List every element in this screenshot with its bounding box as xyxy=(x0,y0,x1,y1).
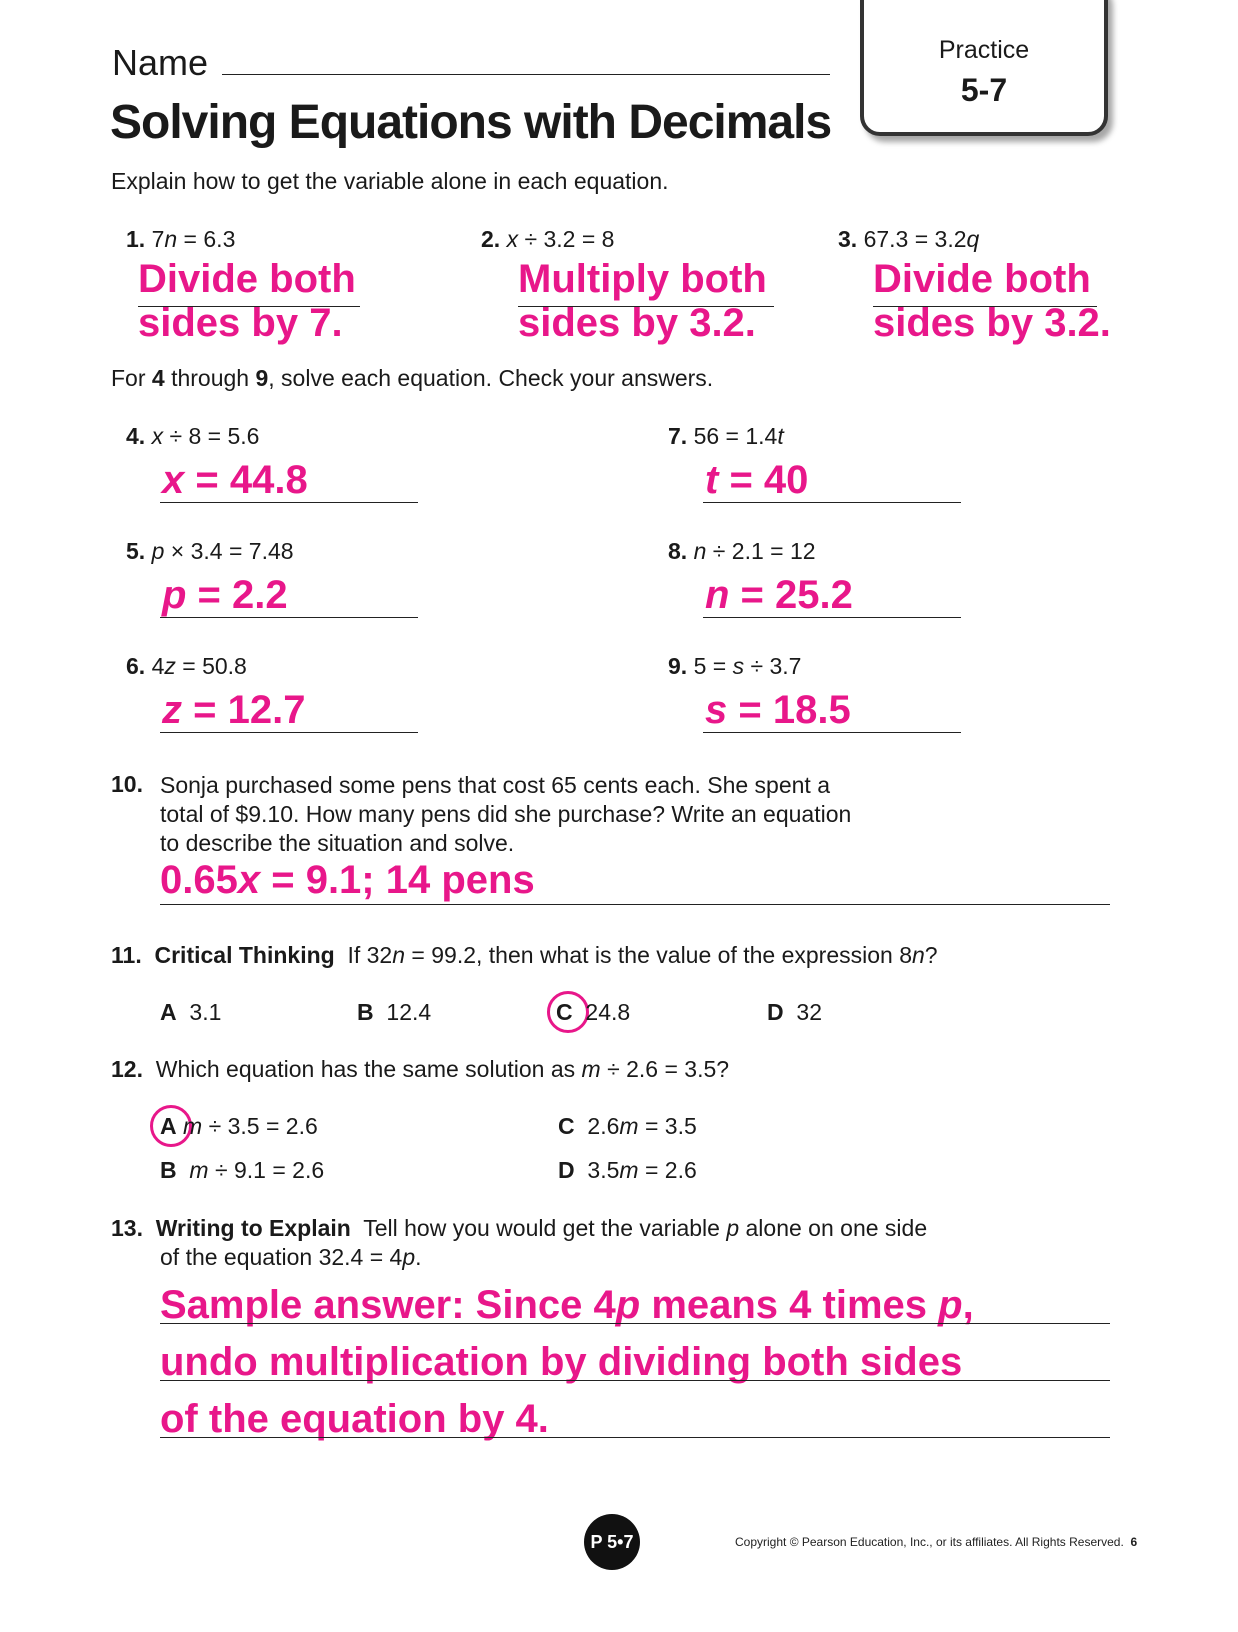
choice-value: = 2.6 xyxy=(638,1157,697,1183)
answer-8 xyxy=(705,573,853,618)
name-label: Name xyxy=(112,42,209,83)
equation-part: 56 = 1.4 xyxy=(693,423,778,449)
answer-part: = 25.2 xyxy=(729,573,853,617)
problem-2 xyxy=(481,226,614,253)
text-part: For xyxy=(111,365,152,391)
copyright xyxy=(735,1535,1137,1549)
choice-value: 3.1 xyxy=(189,999,222,1025)
q13-answer-line2: undo multiplication by dividing both sides xyxy=(160,1340,963,1384)
choice-value: 32 xyxy=(796,999,822,1025)
answer-7 xyxy=(705,458,808,503)
text-part: ? xyxy=(924,942,938,968)
answer-variable: p xyxy=(938,1283,963,1327)
answer-variable: s xyxy=(705,688,728,732)
variable: n xyxy=(912,942,925,968)
copyright-text: Copyright © Pearson Education, Inc., or its affiliates. All Rights Reserved. xyxy=(735,1535,1124,1549)
equation-variable: n xyxy=(164,226,178,252)
choice-variable: m xyxy=(183,1113,203,1139)
problem-number: 8. xyxy=(668,538,688,564)
choice-value: ÷ 9.1 = 2.6 xyxy=(208,1157,325,1183)
equation-part: × 3.4 = 7.48 xyxy=(164,538,294,564)
problem-1 xyxy=(126,226,235,253)
answer-2-line1: Multiply both xyxy=(518,257,767,301)
answer-part: = 44.8 xyxy=(184,458,308,502)
page-badge: P 5•7 xyxy=(584,1514,640,1570)
answer-line xyxy=(160,502,418,503)
equation-part: 4 xyxy=(151,653,165,679)
q10-text xyxy=(160,771,851,858)
q13-line-1 xyxy=(111,1214,927,1243)
text-part: ÷ 2.6 = 3.5? xyxy=(600,1056,730,1082)
text-part: through xyxy=(164,365,256,391)
answer-part: = 18.5 xyxy=(727,688,851,732)
text-part: of the equation 32.4 = 4 xyxy=(160,1244,403,1270)
problem-9 xyxy=(668,653,801,680)
q13-text xyxy=(111,1214,927,1272)
problem-number: 5. xyxy=(126,538,146,564)
text-part: , solve each equation. Check your answers. xyxy=(268,365,714,391)
answer-5 xyxy=(162,573,288,618)
problem-number: 9. xyxy=(668,653,688,679)
problem-number: 6. xyxy=(126,653,146,679)
q12-choice-d[interactable] xyxy=(558,1157,697,1184)
text-part: Which equation has the same solution as xyxy=(155,1056,582,1082)
choice-letter: A xyxy=(160,1113,177,1139)
variable: m xyxy=(581,1056,601,1082)
equation-part: ÷ 8 = 5.6 xyxy=(163,423,260,449)
answer-part: 0.65 xyxy=(160,858,238,902)
equation-variable: t xyxy=(777,423,784,449)
answer-line xyxy=(703,502,961,503)
answer-9 xyxy=(705,688,851,733)
equation-part: = 6.3 xyxy=(177,226,236,252)
choice-value: 12.4 xyxy=(386,999,432,1025)
answer-variable: n xyxy=(705,573,730,617)
problem-8 xyxy=(668,538,816,565)
answer-variable: t xyxy=(705,458,719,502)
choice-letter: D xyxy=(767,999,784,1025)
q11-choice-c[interactable] xyxy=(556,999,630,1026)
name-line[interactable] xyxy=(222,74,830,75)
answer-2-line2: sides by 3.2. xyxy=(518,301,756,345)
q12-choice-b[interactable] xyxy=(160,1157,324,1184)
choice-value: 24.8 xyxy=(585,999,631,1025)
answer-line xyxy=(160,1437,1110,1438)
answer-part: = 2.2 xyxy=(186,573,288,617)
question-number: 13. xyxy=(111,1215,143,1241)
text-part: 4 xyxy=(151,365,165,391)
equation-part: ÷ 3.7 xyxy=(744,653,802,679)
question-heading: Writing to Explain xyxy=(155,1215,351,1241)
practice-box xyxy=(860,0,1108,136)
equation-part: 7 xyxy=(151,226,165,252)
choice-value: 2.6 xyxy=(587,1113,620,1139)
choice-letter: B xyxy=(357,999,374,1025)
q13-answer-line1 xyxy=(160,1283,974,1328)
page-number: 6 xyxy=(1130,1535,1138,1549)
problem-number: 2. xyxy=(481,226,501,252)
choice-letter: C xyxy=(556,999,573,1025)
text-part: alone on one side xyxy=(739,1215,928,1241)
q10-line: to describe the situation and solve. xyxy=(160,830,515,856)
text-part: Tell how you would get the variable xyxy=(363,1215,727,1241)
instructions-2 xyxy=(111,365,713,392)
q12-choice-a[interactable] xyxy=(160,1113,318,1140)
instructions-1: Explain how to get the variable alone in each equation. xyxy=(111,168,669,194)
answer-line xyxy=(160,1323,1110,1324)
equation-part: = 50.8 xyxy=(175,653,247,679)
answer-line xyxy=(160,904,1110,905)
answer-part: means 4 times xyxy=(640,1283,939,1327)
q12-choice-c[interactable] xyxy=(558,1113,697,1140)
answer-line xyxy=(160,1380,1110,1381)
page-title: Solving Equations with Decimals xyxy=(110,96,832,149)
answer-4 xyxy=(162,458,308,503)
choice-letter: B xyxy=(160,1157,177,1183)
problem-number: 1. xyxy=(126,226,146,252)
q11-text xyxy=(111,942,938,969)
equation-part: ÷ 2.1 = 12 xyxy=(706,538,816,564)
q10-number: 10. xyxy=(111,771,143,797)
answer-3-line1: Divide both xyxy=(873,257,1091,301)
equation-variable: q xyxy=(966,226,980,252)
problem-number: 7. xyxy=(668,423,688,449)
answer-variable: z xyxy=(162,688,182,732)
equation-variable: z xyxy=(164,653,176,679)
q10-line: Sonja purchased some pens that cost 65 cents each. She spent a xyxy=(160,772,830,798)
question-number: 12. xyxy=(111,1056,143,1082)
choice-variable: m xyxy=(189,1157,209,1183)
text-part: 9 xyxy=(255,365,269,391)
choice-variable: m xyxy=(619,1113,639,1139)
text-part: = 99.2, then what is the value of the expression 8 xyxy=(405,942,912,968)
choice-letter: A xyxy=(160,999,177,1025)
answer-line xyxy=(160,617,418,618)
problem-6 xyxy=(126,653,247,680)
equation-variable: x xyxy=(506,226,519,252)
answer-variable: p xyxy=(615,1283,641,1327)
answer-1-line2: sides by 7. xyxy=(138,301,343,345)
question-heading: Critical Thinking xyxy=(154,942,335,968)
answer-6 xyxy=(162,688,305,733)
q11-choice-b[interactable] xyxy=(357,999,431,1026)
answer-variable: p xyxy=(162,573,187,617)
answer-line xyxy=(703,732,961,733)
equation-variable: n xyxy=(693,538,707,564)
equation-part: 5 = xyxy=(693,653,733,679)
answer-part: Sample answer: Since 4 xyxy=(160,1283,616,1327)
practice-number: 5-7 xyxy=(960,72,1008,108)
answer-part: = 12.7 xyxy=(182,688,306,732)
equation-part: 67.3 = 3.2 xyxy=(863,226,967,252)
choice-value: ÷ 3.5 = 2.6 xyxy=(202,1113,318,1139)
answer-line xyxy=(160,732,418,733)
text-part: If 32 xyxy=(347,942,393,968)
choice-variable: m xyxy=(619,1157,639,1183)
q11-choice-d[interactable] xyxy=(767,999,822,1026)
answer-part: = 40 xyxy=(718,458,809,502)
problem-number: 4. xyxy=(126,423,146,449)
problem-number: 3. xyxy=(838,226,858,252)
answer-3-line2: sides by 3.2. xyxy=(873,301,1111,345)
problem-7 xyxy=(668,423,784,450)
answer-variable: x xyxy=(162,458,185,502)
answer-line xyxy=(703,617,961,618)
variable: p xyxy=(402,1244,416,1270)
choice-value: 3.5 xyxy=(587,1157,620,1183)
q13-answer-line3: of the equation by 4. xyxy=(160,1397,549,1441)
answer-part: = 9.1; 14 pens xyxy=(260,858,535,902)
variable: p xyxy=(726,1215,740,1241)
equation-part: ÷ 3.2 = 8 xyxy=(518,226,615,252)
q13-line-2 xyxy=(111,1243,927,1272)
practice-label: Practice xyxy=(938,36,1030,64)
question-number: 11. xyxy=(111,942,142,968)
choice-value: = 3.5 xyxy=(638,1113,697,1139)
text-part: . xyxy=(415,1244,422,1270)
equation-variable: p xyxy=(151,538,165,564)
problem-4 xyxy=(126,423,259,450)
problem-5 xyxy=(126,538,294,565)
q11-choice-a[interactable] xyxy=(160,999,221,1026)
q12-text xyxy=(111,1056,729,1083)
choice-letter: C xyxy=(558,1113,575,1139)
equation-variable: s xyxy=(732,653,745,679)
q10-answer xyxy=(160,858,535,903)
q10-line: total of $9.10. How many pens did she purchase? Write an equation xyxy=(160,801,852,827)
answer-1-line1: Divide both xyxy=(138,257,356,301)
answer-part: , xyxy=(962,1283,974,1327)
equation-variable: x xyxy=(151,423,164,449)
answer-variable: x xyxy=(237,858,261,902)
problem-3 xyxy=(838,226,979,253)
choice-letter: D xyxy=(558,1157,575,1183)
variable: n xyxy=(392,942,406,968)
